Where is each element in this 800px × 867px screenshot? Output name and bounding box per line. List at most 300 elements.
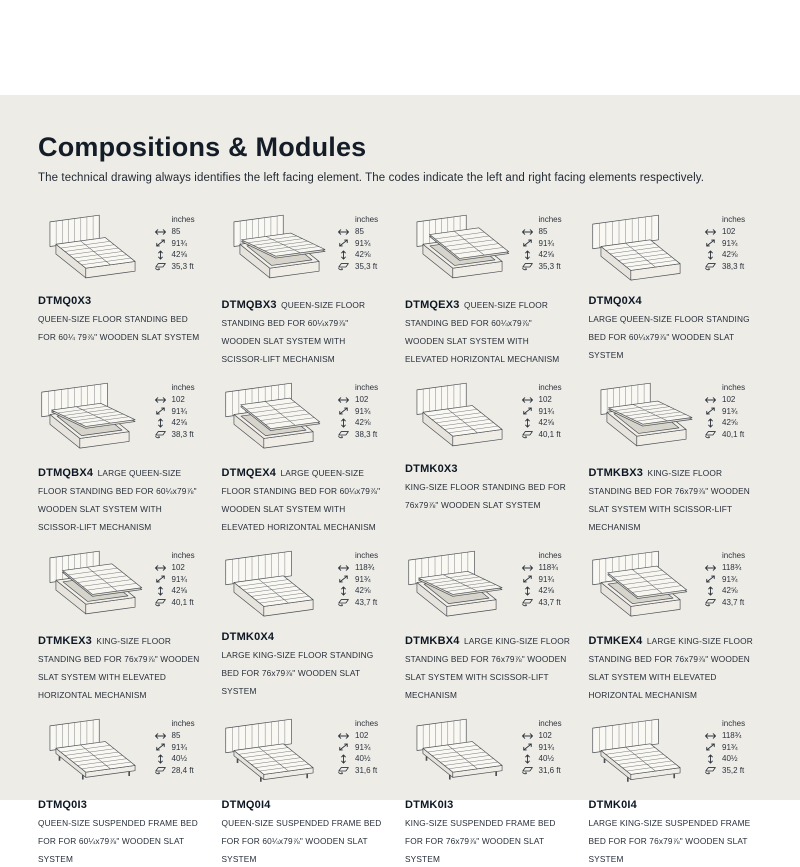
drawing-row — [405, 714, 579, 794]
up-down-arrow-icon — [521, 586, 534, 596]
depth-value: 91¾ — [355, 574, 371, 584]
diagonal-arrow-icon — [521, 574, 534, 584]
area-value: 35,3 ft — [171, 261, 194, 271]
area-row — [154, 261, 212, 273]
product-text — [38, 799, 205, 867]
product-cell — [222, 210, 396, 367]
height-value: 40½ — [722, 754, 738, 764]
height-row — [337, 753, 395, 765]
area-row — [337, 261, 395, 273]
depth-row — [154, 406, 212, 418]
product-description: QUEEN-SIZE SUSPENDED FRAME BED FOR FOR 60¼x79⅞" WOODEN SLAT SYSTEM — [38, 818, 198, 864]
area-rotation-icon — [521, 765, 534, 775]
drawing-row — [589, 546, 763, 626]
height-row — [521, 753, 579, 765]
height-value: 42⅝ — [171, 586, 188, 596]
product-code: DTMQ0X4 — [588, 295, 642, 307]
area-rotation-icon — [337, 597, 350, 607]
diagonal-arrow-icon — [154, 742, 167, 752]
product-cell — [405, 714, 579, 867]
product-text — [405, 295, 572, 367]
unit-label: inches — [355, 551, 379, 560]
area-row — [337, 597, 395, 609]
width-row — [154, 730, 212, 742]
height-row — [704, 417, 762, 429]
left-right-arrow-icon — [704, 731, 717, 741]
product-code: DTMQ0I3 — [38, 799, 88, 811]
area-rotation-icon — [704, 261, 717, 271]
bed-drawing — [38, 210, 150, 286]
depth-row — [337, 406, 395, 418]
depth-row — [704, 742, 762, 754]
area-rotation-icon — [521, 429, 534, 439]
diagonal-arrow-icon — [154, 238, 167, 248]
depth-value: 91¾ — [538, 742, 555, 752]
measurements — [704, 210, 762, 272]
product-code: DTMK0I4 — [588, 799, 637, 811]
left-right-arrow-icon — [154, 227, 167, 237]
bed-drawing — [38, 378, 150, 454]
drawing-row — [222, 210, 396, 290]
diagonal-arrow-icon — [337, 742, 350, 752]
measurements — [337, 210, 395, 272]
product-cell — [38, 546, 212, 703]
height-row — [521, 585, 579, 597]
left-right-arrow-icon — [704, 563, 717, 573]
area-value: 40,1 ft — [171, 597, 194, 607]
area-row — [154, 429, 212, 441]
unit-label: inches — [171, 215, 195, 224]
drawing-row — [589, 378, 763, 458]
width-value: 118¾ — [538, 563, 558, 573]
height-row — [704, 249, 762, 261]
area-value: 38,3 ft — [171, 429, 194, 439]
diagonal-arrow-icon — [521, 406, 534, 416]
area-rotation-icon — [704, 765, 717, 775]
depth-row — [704, 406, 762, 418]
diagonal-arrow-icon — [704, 742, 717, 752]
area-value: 31,6 ft — [538, 765, 561, 775]
depth-row — [337, 742, 395, 754]
drawing-row — [222, 714, 396, 794]
product-cell — [589, 210, 763, 367]
height-row — [154, 585, 212, 597]
height-row — [704, 585, 762, 597]
measurements — [521, 714, 579, 776]
width-row — [521, 730, 579, 742]
product-description: QUEEN-SIZE FLOOR STANDING BED FOR 60¼x79⅞" WOODEN SLAT SYSTEM WITH ELEVATED HORIZONTAL MECHANISM — [405, 300, 560, 364]
product-description: LARGE QUEEN-SIZE FLOOR STANDING BED FOR 60¼x79⅞" WOODEN SLAT SYSTEM — [588, 314, 750, 360]
product-code: DTMKEX4 — [588, 635, 643, 647]
width-row — [704, 562, 762, 574]
height-row — [154, 753, 212, 765]
bed-drawing — [222, 546, 334, 622]
depth-row — [521, 406, 579, 418]
product-code: DTMK0X4 — [221, 631, 275, 643]
diagonal-arrow-icon — [337, 406, 350, 416]
depth-row — [704, 238, 762, 250]
height-row — [337, 249, 395, 261]
depth-row — [337, 574, 395, 586]
area-rotation-icon — [521, 597, 534, 607]
product-code: DTMQEX4 — [221, 467, 277, 479]
measurements — [521, 378, 579, 440]
product-text — [38, 295, 205, 345]
product-code: DTMQBX3 — [221, 299, 277, 311]
bed-drawing — [405, 378, 517, 454]
area-value: 38,3 ft — [722, 261, 745, 271]
unit-label: inches — [355, 215, 379, 224]
height-value: 42⅝ — [171, 418, 188, 428]
width-value: 102 — [722, 395, 736, 405]
product-description: QUEEN-SIZE FLOOR STANDING BED FOR 60¼x79⅞" WOODEN SLAT SYSTEM WITH SCISSOR-LIFT MECHANISM — [221, 300, 366, 364]
unit-label: inches — [355, 383, 379, 392]
height-value: 42⅝ — [538, 586, 555, 596]
bed-drawing — [589, 378, 701, 454]
bed-drawing — [405, 714, 517, 790]
width-row — [704, 730, 762, 742]
area-row — [521, 261, 579, 273]
area-value: 43,7 ft — [538, 597, 561, 607]
up-down-arrow-icon — [704, 250, 717, 260]
area-value: 35,3 ft — [355, 261, 378, 271]
height-value: 42⅝ — [171, 250, 188, 260]
product-description: KING-SIZE FLOOR STANDING BED FOR 76x79⅞" WOODEN SLAT SYSTEM — [405, 482, 566, 510]
product-description: LARGE KING-SIZE FLOOR STANDING BED FOR 76x79⅞" WOODEN SLAT SYSTEM WITH SCISSOR-LIFT MECHANISM — [405, 636, 570, 700]
width-value: 118¾ — [722, 563, 742, 573]
product-text — [405, 631, 572, 703]
height-row — [521, 249, 579, 261]
unit-label: inches — [171, 383, 195, 392]
product-text — [589, 631, 756, 703]
width-row — [337, 226, 395, 238]
measurements — [337, 714, 395, 776]
width-row — [154, 226, 212, 238]
height-value: 40½ — [171, 754, 188, 764]
unit-label: inches — [538, 551, 562, 560]
bed-drawing — [222, 378, 334, 454]
depth-value: 91¾ — [538, 238, 555, 248]
area-row — [154, 597, 212, 609]
left-right-arrow-icon — [521, 395, 534, 405]
diagonal-arrow-icon — [154, 574, 167, 584]
width-row — [704, 226, 762, 238]
width-value: 85 — [171, 227, 181, 237]
product-cell — [589, 378, 763, 535]
unit-label: inches — [355, 719, 379, 728]
area-rotation-icon — [154, 261, 167, 271]
left-right-arrow-icon — [521, 563, 534, 573]
area-value: 38,3 ft — [355, 429, 378, 439]
product-cell — [38, 714, 212, 867]
up-down-arrow-icon — [337, 250, 350, 260]
depth-value: 91¾ — [355, 742, 371, 752]
product-cell — [589, 714, 763, 867]
up-down-arrow-icon — [704, 418, 717, 428]
width-value: 118¾ — [355, 563, 375, 573]
width-value: 102 — [355, 395, 369, 405]
depth-value: 91¾ — [171, 574, 188, 584]
depth-value: 91¾ — [722, 742, 738, 752]
product-text — [222, 799, 389, 867]
depth-row — [521, 238, 579, 250]
diagonal-arrow-icon — [704, 574, 717, 584]
left-right-arrow-icon — [154, 563, 167, 573]
area-rotation-icon — [337, 261, 350, 271]
measurements — [704, 714, 762, 776]
up-down-arrow-icon — [337, 586, 350, 596]
measurements — [704, 546, 762, 608]
width-value: 102 — [538, 731, 552, 741]
up-down-arrow-icon — [337, 754, 350, 764]
drawing-row — [405, 378, 579, 458]
product-text — [405, 463, 572, 513]
width-row — [521, 394, 579, 406]
bed-drawing — [589, 546, 701, 622]
height-value: 42⅝ — [722, 418, 738, 428]
depth-value: 91¾ — [722, 406, 738, 416]
product-description: KING-SIZE FLOOR STANDING BED FOR 76x79⅞" WOODEN SLAT SYSTEM WITH SCISSOR-LIFT MECHANISM — [588, 468, 750, 532]
width-value: 85 — [171, 731, 181, 741]
drawing-row — [38, 714, 212, 794]
product-description: LARGE QUEEN-SIZE FLOOR STANDING BED FOR 60¼x79⅞" WOODEN SLAT SYSTEM WITH SCISSOR-LIFT MECHANISM — [38, 468, 197, 532]
up-down-arrow-icon — [521, 754, 534, 764]
height-value: 42⅝ — [538, 250, 555, 260]
width-value: 102 — [171, 395, 185, 405]
area-rotation-icon — [154, 765, 167, 775]
depth-value: 91¾ — [355, 238, 371, 248]
left-right-arrow-icon — [154, 395, 167, 405]
area-row — [521, 429, 579, 441]
diagonal-arrow-icon — [704, 406, 717, 416]
bed-drawing — [222, 714, 334, 790]
product-text — [38, 631, 205, 703]
unit-label: inches — [538, 383, 562, 392]
area-row — [521, 597, 579, 609]
up-down-arrow-icon — [704, 754, 717, 764]
catalog-panel — [0, 95, 800, 864]
height-row — [154, 249, 212, 261]
depth-value: 91¾ — [355, 406, 371, 416]
diagonal-arrow-icon — [154, 406, 167, 416]
left-right-arrow-icon — [337, 227, 350, 237]
product-text — [589, 295, 756, 363]
left-right-arrow-icon — [337, 731, 350, 741]
width-value: 85 — [538, 227, 548, 237]
product-code: DTMQEX3 — [405, 299, 460, 311]
left-right-arrow-icon — [704, 227, 717, 237]
height-row — [337, 417, 395, 429]
width-row — [337, 562, 395, 574]
product-description: KING-SIZE SUSPENDED FRAME BED FOR FOR 76x79⅞" WOODEN SLAT SYSTEM — [405, 818, 556, 864]
area-rotation-icon — [154, 429, 167, 439]
area-row — [704, 429, 762, 441]
measurements — [337, 378, 395, 440]
measurements — [337, 546, 395, 608]
up-down-arrow-icon — [521, 250, 534, 260]
area-rotation-icon — [337, 429, 350, 439]
unit-label: inches — [722, 383, 746, 392]
diagonal-arrow-icon — [337, 574, 350, 584]
width-row — [337, 730, 395, 742]
measurements — [154, 210, 212, 272]
left-right-arrow-icon — [704, 395, 717, 405]
product-description: LARGE QUEEN-SIZE FLOOR STANDING BED FOR 60¼x79⅞" WOODEN SLAT SYSTEM WITH ELEVATED HORIZONTAL MECHANISM — [221, 468, 381, 532]
depth-row — [704, 574, 762, 586]
product-description: QUEEN-SIZE FLOOR STANDING BED FOR 60¼ 79⅞" WOODEN SLAT SYSTEM — [38, 314, 200, 342]
drawing-row — [222, 378, 396, 458]
height-row — [704, 753, 762, 765]
area-rotation-icon — [521, 261, 534, 271]
area-rotation-icon — [154, 597, 167, 607]
drawing-row — [589, 210, 763, 290]
left-right-arrow-icon — [154, 731, 167, 741]
height-value: 40½ — [538, 754, 555, 764]
up-down-arrow-icon — [154, 586, 167, 596]
area-value: 40,1 ft — [538, 429, 561, 439]
up-down-arrow-icon — [521, 418, 534, 428]
width-value: 102 — [355, 731, 369, 741]
area-value: 35,2 ft — [722, 765, 745, 775]
area-rotation-icon — [337, 765, 350, 775]
left-right-arrow-icon — [521, 731, 534, 741]
product-cell — [38, 378, 212, 535]
product-code: DTMQBX4 — [38, 467, 94, 479]
bed-drawing — [589, 210, 701, 286]
unit-label: inches — [538, 719, 562, 728]
measurements — [154, 546, 212, 608]
area-value: 40,1 ft — [722, 429, 745, 439]
product-text — [589, 799, 756, 867]
width-value: 102 — [538, 395, 552, 405]
measurements — [704, 378, 762, 440]
area-value: 28,4 ft — [171, 765, 194, 775]
measurements — [154, 714, 212, 776]
height-row — [154, 417, 212, 429]
product-code: DTMKBX3 — [588, 467, 644, 479]
product-code: DTMKEX3 — [38, 635, 92, 647]
height-row — [337, 585, 395, 597]
product-cell — [405, 378, 579, 535]
depth-row — [154, 574, 212, 586]
up-down-arrow-icon — [704, 586, 717, 596]
height-value: 42⅝ — [538, 418, 555, 428]
unit-label: inches — [722, 215, 746, 224]
width-value: 102 — [171, 563, 185, 573]
height-value: 42⅝ — [722, 250, 738, 260]
product-cell — [405, 210, 579, 367]
product-cell — [222, 378, 396, 535]
area-row — [704, 765, 762, 777]
product-description: KING-SIZE FLOOR STANDING BED FOR 76x79⅞" WOODEN SLAT SYSTEM WITH ELEVATED HORIZONTAL MECHANISM — [38, 636, 200, 700]
drawing-row — [38, 546, 212, 626]
product-text — [38, 463, 205, 535]
width-row — [521, 226, 579, 238]
height-value: 42⅝ — [355, 586, 371, 596]
area-row — [337, 429, 395, 441]
drawing-row — [38, 210, 212, 290]
height-value: 42⅝ — [722, 586, 738, 596]
area-rotation-icon — [704, 597, 717, 607]
bed-drawing — [405, 546, 517, 622]
product-description: LARGE KING-SIZE SUSPENDED FRAME BED FOR FOR 76x79⅞" WOODEN SLAT SYSTEM — [588, 818, 751, 864]
depth-row — [154, 742, 212, 754]
product-cell — [222, 546, 396, 703]
area-row — [521, 765, 579, 777]
product-text — [405, 799, 572, 867]
page-subtitle: The technical drawing always identifies the left facing element. The codes indicate the left and right facing elements respectively. — [38, 172, 705, 184]
height-value: 40½ — [355, 754, 371, 764]
product-text — [222, 463, 389, 535]
product-grid — [38, 210, 762, 867]
page-title: Compositions & Modules — [38, 132, 367, 162]
bed-drawing — [222, 210, 334, 286]
area-value: 43,7 ft — [722, 597, 745, 607]
depth-value: 91¾ — [171, 742, 188, 752]
product-cell — [38, 210, 212, 367]
unit-label: inches — [171, 551, 195, 560]
up-down-arrow-icon — [154, 250, 167, 260]
unit-label: inches — [171, 719, 195, 728]
product-text — [222, 631, 389, 699]
area-value: 31,6 ft — [355, 765, 378, 775]
unit-label: inches — [538, 215, 562, 224]
measurements — [154, 378, 212, 440]
product-text — [222, 295, 389, 367]
left-right-arrow-icon — [337, 395, 350, 405]
width-row — [521, 562, 579, 574]
unit-label: inches — [722, 551, 746, 560]
bed-drawing — [38, 546, 150, 622]
diagonal-arrow-icon — [704, 238, 717, 248]
width-value: 118¾ — [722, 731, 742, 741]
area-value: 43,7 ft — [355, 597, 378, 607]
depth-value: 91¾ — [722, 574, 738, 584]
width-row — [154, 394, 212, 406]
depth-value: 91¾ — [538, 574, 555, 584]
depth-row — [521, 574, 579, 586]
diagonal-arrow-icon — [521, 742, 534, 752]
product-code: DTMK0I3 — [405, 799, 454, 811]
area-row — [704, 261, 762, 273]
up-down-arrow-icon — [337, 418, 350, 428]
drawing-row — [405, 210, 579, 290]
measurements — [521, 210, 579, 272]
diagonal-arrow-icon — [521, 238, 534, 248]
height-row — [521, 417, 579, 429]
depth-value: 91¾ — [722, 238, 738, 248]
left-right-arrow-icon — [337, 563, 350, 573]
up-down-arrow-icon — [154, 754, 167, 764]
depth-value: 91¾ — [171, 406, 188, 416]
drawing-row — [38, 378, 212, 458]
unit-label: inches — [722, 719, 746, 728]
bed-drawing — [38, 714, 150, 790]
area-row — [154, 765, 212, 777]
height-value: 42⅝ — [355, 250, 371, 260]
product-code: DTMK0X3 — [405, 463, 458, 475]
area-value: 35,3 ft — [538, 261, 561, 271]
product-code: DTMKBX4 — [405, 635, 460, 647]
product-cell — [589, 546, 763, 703]
diagonal-arrow-icon — [337, 238, 350, 248]
product-text — [589, 463, 756, 535]
product-description: QUEEN-SIZE SUSPENDED FRAME BED FOR FOR 60¼x79⅞" WOODEN SLAT SYSTEM — [221, 818, 382, 864]
depth-row — [337, 238, 395, 250]
depth-value: 91¾ — [538, 406, 555, 416]
depth-value: 91¾ — [171, 238, 188, 248]
product-description: LARGE KING-SIZE FLOOR STANDING BED FOR 76x79⅞" WOODEN SLAT SYSTEM WITH ELEVATED HORIZONTAL MECHANISM — [588, 636, 753, 700]
